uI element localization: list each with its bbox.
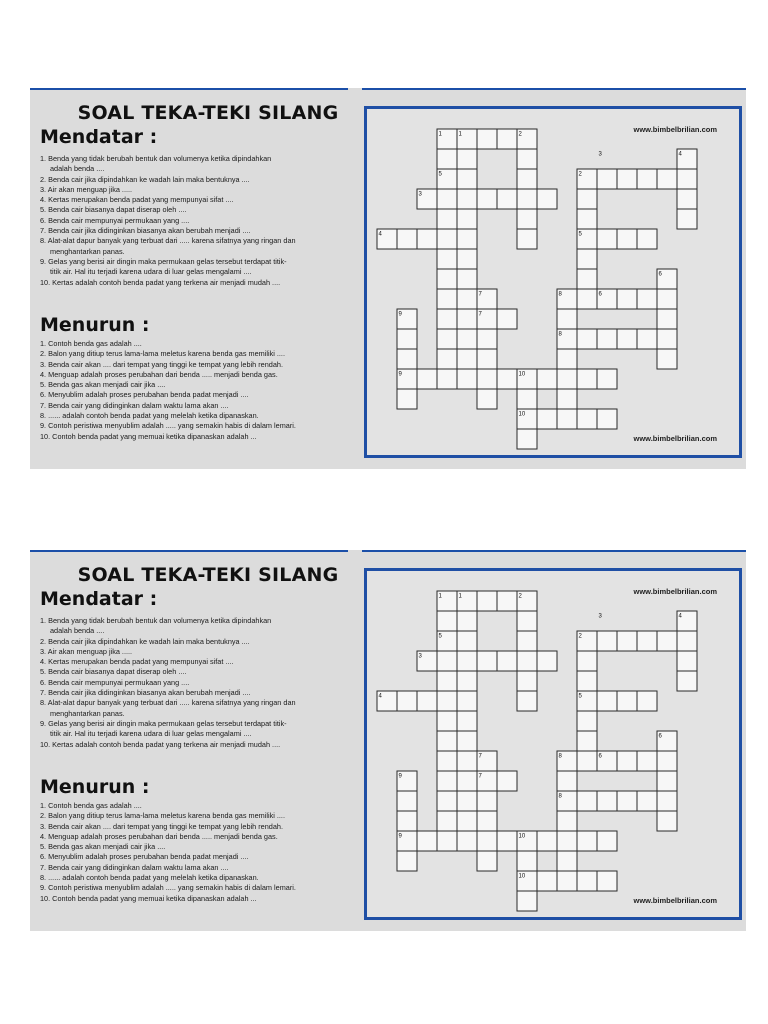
- grid-cell[interactable]: [397, 791, 417, 811]
- grid-cell[interactable]: [477, 651, 497, 671]
- grid-cell[interactable]: [537, 871, 557, 891]
- grid-clue-number: 5: [438, 633, 442, 640]
- grid-cell[interactable]: [477, 389, 497, 409]
- grid-cell[interactable]: [577, 871, 597, 891]
- grid-cell[interactable]: [437, 811, 457, 831]
- grid-cell[interactable]: [597, 831, 617, 851]
- grid-clue-number: 5: [438, 171, 442, 178]
- grid-cell[interactable]: [657, 771, 677, 791]
- grid-clue-number: 1: [458, 131, 462, 138]
- grid-clue-number: 9: [398, 311, 402, 318]
- grid-cell[interactable]: [417, 691, 437, 711]
- crossword-grid: [367, 571, 739, 917]
- grid-cell[interactable]: [597, 791, 617, 811]
- grid-cell[interactable]: [677, 169, 697, 189]
- grid-cell[interactable]: [457, 309, 477, 329]
- grid-clue-number: 7: [478, 773, 482, 780]
- grid-cell[interactable]: [437, 189, 457, 209]
- grid-clue-number: 4: [678, 613, 682, 620]
- grid-cell[interactable]: [517, 169, 537, 189]
- grid-cell[interactable]: [457, 631, 477, 651]
- grid-cell[interactable]: [457, 229, 477, 249]
- clue-item: 1. Contoh benda gas adalah ....: [40, 339, 142, 348]
- worksheet-card-2: [30, 550, 746, 931]
- grid-cell[interactable]: [557, 771, 577, 791]
- crossword-grid-panel: [364, 106, 742, 458]
- grid-cell[interactable]: [437, 651, 457, 671]
- grid-cell[interactable]: [497, 591, 517, 611]
- grid-cell[interactable]: [617, 791, 637, 811]
- grid-cell[interactable]: [617, 691, 637, 711]
- grid-clue-number: 2: [578, 171, 582, 178]
- grid-cell[interactable]: [577, 249, 597, 269]
- grid-cell[interactable]: [477, 189, 497, 209]
- grid-cell[interactable]: [437, 751, 457, 771]
- top-rule: [362, 550, 746, 552]
- grid-clue-number: 1: [438, 131, 442, 138]
- grid-clue-number: 6: [658, 733, 662, 740]
- clue-item: 5. Benda cair biasanya dapat diserap oleh ....: [40, 667, 187, 677]
- grid-cell[interactable]: [457, 751, 477, 771]
- grid-cell[interactable]: [637, 751, 657, 771]
- grid-clue-number: 5: [578, 693, 582, 700]
- crossword-grid-panel: [364, 568, 742, 920]
- clue-item: 10. Contoh benda padat yang memuai ketika dipanaskan adalah ...: [40, 893, 257, 903]
- grid-cell[interactable]: [437, 611, 457, 631]
- across-clue-list: [40, 154, 358, 288]
- grid-cell[interactable]: [437, 289, 457, 309]
- clue-item: 5. Benda gas akan menjadi cair jika ....: [40, 842, 166, 852]
- grid-clue-number: 8: [558, 291, 562, 298]
- clue-item: 9. Gelas yang berisi air dingin maka permukaan gelas tersebut terdapat titik-: [40, 718, 287, 728]
- grid-cell[interactable]: [437, 249, 457, 269]
- grid-cell[interactable]: [577, 329, 597, 349]
- clue-item: 5. Benda cair biasanya dapat diserap oleh ....: [40, 205, 187, 215]
- grid-clue-number: 6: [598, 291, 602, 298]
- grid-cell[interactable]: [597, 329, 617, 349]
- grid-cell[interactable]: [517, 631, 537, 651]
- grid-cell[interactable]: [677, 209, 697, 229]
- clue-item: 2. Balon yang ditiup terus lama-lama meletus karena benda gas memiliki ....: [40, 811, 285, 821]
- top-rule: [30, 88, 348, 90]
- website-label: www.bimbelbrilian.com: [633, 587, 717, 596]
- clue-item: 2. Balon yang ditiup terus lama-lama meletus karena benda gas memiliki ....: [40, 349, 285, 359]
- grid-clue-number: 6: [658, 271, 662, 278]
- down-clue-list: [40, 801, 358, 904]
- grid-cell[interactable]: [577, 209, 597, 229]
- grid-cell[interactable]: [657, 289, 677, 309]
- clue-item: 9. Contoh peristiwa menyublim adalah ..... yang semakin habis di dalam lemari.: [40, 421, 296, 431]
- grid-cell[interactable]: [457, 189, 477, 209]
- grid-cell[interactable]: [517, 229, 537, 249]
- grid-cell[interactable]: [497, 309, 517, 329]
- grid-clue-number: 2: [518, 131, 522, 138]
- grid-cell[interactable]: [437, 369, 457, 389]
- grid-cell[interactable]: [437, 149, 457, 169]
- grid-cell[interactable]: [517, 691, 537, 711]
- grid-cell[interactable]: [477, 369, 497, 389]
- grid-cell[interactable]: [557, 389, 577, 409]
- grid-cell[interactable]: [477, 591, 497, 611]
- grid-cell[interactable]: [677, 651, 697, 671]
- clue-item: 6. Benda cair mempunyai permukaan yang ....: [40, 677, 190, 687]
- grid-clue-number: 3: [598, 151, 602, 158]
- worksheet-title: SOAL TEKA-TEKI SILANG: [77, 102, 339, 124]
- grid-cell[interactable]: [657, 329, 677, 349]
- clue-item: 8. ...... adalah contoh benda padat yang melelah ketika dipanaskan.: [40, 873, 259, 883]
- grid-clue-number: 4: [378, 693, 382, 700]
- grid-cell[interactable]: [517, 189, 537, 209]
- grid-cell[interactable]: [517, 671, 537, 691]
- grid-clue-number: 10: [518, 371, 526, 378]
- clue-item: 3. Air akan menguap jika .....: [40, 184, 133, 194]
- grid-cell[interactable]: [517, 429, 537, 449]
- grid-cell[interactable]: [457, 671, 477, 691]
- grid-cell[interactable]: [677, 189, 697, 209]
- grid-cell[interactable]: [637, 229, 657, 249]
- clue-item: 7. Benda cair jika didinginkan biasanya akan berubah menjadi ....: [40, 226, 251, 236]
- grid-cell[interactable]: [497, 129, 517, 149]
- grid-cell[interactable]: [497, 771, 517, 791]
- clue-item: 3. Benda cair akan .... dari tempat yang tinggi ke tempat yang lebih rendah.: [40, 359, 283, 369]
- grid-cell[interactable]: [577, 189, 597, 209]
- grid-clue-number: 2: [518, 593, 522, 600]
- grid-clue-number: 8: [558, 793, 562, 800]
- grid-cell[interactable]: [457, 771, 477, 791]
- grid-cell[interactable]: [537, 189, 557, 209]
- grid-cell[interactable]: [397, 349, 417, 369]
- grid-cell[interactable]: [457, 651, 477, 671]
- website-label: www.bimbelbrilian.com: [633, 896, 717, 905]
- grid-cell[interactable]: [437, 309, 457, 329]
- grid-cell[interactable]: [657, 631, 677, 651]
- grid-cell[interactable]: [397, 229, 417, 249]
- down-clue-list: [40, 339, 358, 442]
- grid-cell[interactable]: [437, 831, 457, 851]
- grid-cell[interactable]: [457, 369, 477, 389]
- grid-cell[interactable]: [537, 831, 557, 851]
- clue-item: 6. Menyublim adalah proses perubahan benda padat menjadi ....: [40, 852, 249, 862]
- grid-cell[interactable]: [497, 651, 517, 671]
- grid-clue-number: 8: [558, 753, 562, 760]
- grid-cell[interactable]: [677, 671, 697, 691]
- grid-clue-number: 2: [578, 633, 582, 640]
- grid-cell[interactable]: [677, 631, 697, 651]
- grid-cell[interactable]: [517, 389, 537, 409]
- across-clue-list: [40, 616, 358, 750]
- grid-cell[interactable]: [597, 691, 617, 711]
- grid-cell[interactable]: [457, 711, 477, 731]
- across-heading: Mendatar :: [40, 588, 158, 610]
- clue-item: menghantarkan panas.: [50, 246, 125, 256]
- grid-cell[interactable]: [437, 671, 457, 691]
- grid-clue-number: 8: [558, 331, 562, 338]
- grid-cell[interactable]: [437, 791, 457, 811]
- across-heading: Mendatar :: [40, 126, 158, 148]
- grid-cell[interactable]: [457, 329, 477, 349]
- grid-cell[interactable]: [597, 871, 617, 891]
- grid-cell[interactable]: [437, 209, 457, 229]
- grid-clue-number: 9: [398, 773, 402, 780]
- clue-item: titik air. Hal itu terjadi karena udara di luar gelas mengalami ....: [50, 267, 252, 277]
- grid-cell[interactable]: [457, 731, 477, 751]
- grid-cell[interactable]: [657, 751, 677, 771]
- worksheet-title: SOAL TEKA-TEKI SILANG: [77, 564, 339, 586]
- grid-cell[interactable]: [537, 369, 557, 389]
- clue-item: 8. ...... adalah contoh benda padat yang melelah ketika dipanaskan.: [40, 411, 259, 421]
- clue-item: 10. Contoh benda padat yang memuai ketika dipanaskan adalah ...: [40, 431, 257, 441]
- grid-clue-number: 4: [378, 231, 382, 238]
- grid-cell[interactable]: [577, 289, 597, 309]
- grid-cell[interactable]: [637, 329, 657, 349]
- grid-cell[interactable]: [477, 129, 497, 149]
- grid-cell[interactable]: [577, 791, 597, 811]
- grid-cell[interactable]: [577, 711, 597, 731]
- grid-cell[interactable]: [557, 811, 577, 831]
- grid-cell[interactable]: [557, 831, 577, 851]
- clue-item: 2. Benda cair jika dipindahkan ke wadah lain maka bentuknya ....: [40, 174, 250, 184]
- grid-cell[interactable]: [557, 409, 577, 429]
- grid-cell[interactable]: [457, 289, 477, 309]
- clue-item: 1. Contoh benda gas adalah ....: [40, 801, 142, 810]
- website-label: www.bimbelbrilian.com: [633, 125, 717, 134]
- grid-cell[interactable]: [517, 651, 537, 671]
- clue-item: 10. Kertas adalah contoh benda padat yang terkena air menjadi mudah ....: [40, 277, 281, 287]
- grid-cell[interactable]: [437, 731, 457, 751]
- grid-cell[interactable]: [557, 369, 577, 389]
- grid-cell[interactable]: [657, 811, 677, 831]
- grid-cell[interactable]: [437, 771, 457, 791]
- grid-clue-number: 7: [478, 753, 482, 760]
- grid-cell[interactable]: [617, 631, 637, 651]
- grid-cell[interactable]: [537, 409, 557, 429]
- grid-clue-number: 10: [518, 411, 526, 418]
- grid-cell[interactable]: [637, 631, 657, 651]
- clue-item: 4. Kertas merupakan benda padat yang mempunyai sifat ....: [40, 657, 234, 667]
- clue-item: 3. Benda cair akan .... dari tempat yang tinggi ke tempat yang lebih rendah.: [40, 821, 283, 831]
- grid-cell[interactable]: [597, 409, 617, 429]
- clue-item: 10. Kertas adalah contoh benda padat yang terkena air menjadi mudah ....: [40, 739, 281, 749]
- grid-cell[interactable]: [417, 229, 437, 249]
- grid-cell[interactable]: [437, 329, 457, 349]
- grid-clue-number: 7: [478, 311, 482, 318]
- grid-cell[interactable]: [517, 209, 537, 229]
- worksheet-card-1: [30, 88, 746, 469]
- grid-cell[interactable]: [577, 731, 597, 751]
- grid-cell[interactable]: [617, 329, 637, 349]
- grid-cell[interactable]: [577, 409, 597, 429]
- clue-item: 5. Benda gas akan menjadi cair jika ....: [40, 380, 166, 390]
- crossword-grid: [367, 109, 739, 455]
- grid-cell[interactable]: [457, 811, 477, 831]
- grid-cell[interactable]: [457, 149, 477, 169]
- clue-item: 6. Benda cair mempunyai permukaan yang ....: [40, 215, 190, 225]
- grid-clue-number: 3: [418, 191, 422, 198]
- grid-cell[interactable]: [517, 891, 537, 911]
- grid-cell[interactable]: [497, 189, 517, 209]
- grid-cell[interactable]: [657, 349, 677, 369]
- grid-cell[interactable]: [617, 169, 637, 189]
- grid-cell[interactable]: [477, 831, 497, 851]
- grid-cell[interactable]: [557, 309, 577, 329]
- grid-clue-number: 3: [598, 613, 602, 620]
- clue-item: 7. Benda cair yang didinginkan dalam waktu lama akan ....: [40, 862, 229, 872]
- clue-item: 1. Benda yang tidak berubah bentuk dan volumenya ketika dipindahkan: [40, 616, 272, 625]
- grid-cell[interactable]: [417, 831, 437, 851]
- grid-cell[interactable]: [517, 611, 537, 631]
- clue-item: 4. Kertas merupakan benda padat yang mempunyai sifat ....: [40, 195, 234, 205]
- grid-cell[interactable]: [457, 209, 477, 229]
- grid-cell[interactable]: [497, 831, 517, 851]
- grid-cell[interactable]: [617, 751, 637, 771]
- grid-cell[interactable]: [577, 651, 597, 671]
- grid-clue-number: 10: [518, 833, 526, 840]
- grid-cell[interactable]: [557, 851, 577, 871]
- grid-clue-number: 6: [598, 753, 602, 760]
- clue-item: 1. Benda yang tidak berubah bentuk dan volumenya ketika dipindahkan: [40, 154, 272, 163]
- clue-item: 8. Alat-alat dapur banyak yang terbuat dari ..... karena sifatnya yang ringan dan: [40, 236, 296, 246]
- clue-item: 3. Air akan menguap jika .....: [40, 646, 133, 656]
- grid-cell[interactable]: [617, 229, 637, 249]
- grid-cell[interactable]: [457, 831, 477, 851]
- grid-cell[interactable]: [637, 691, 657, 711]
- grid-cell[interactable]: [597, 229, 617, 249]
- clue-item: 6. Menyublim adalah proses perubahan benda padat menjadi ....: [40, 390, 249, 400]
- grid-cell[interactable]: [637, 289, 657, 309]
- grid-cell[interactable]: [597, 369, 617, 389]
- grid-cell[interactable]: [477, 851, 497, 871]
- grid-cell[interactable]: [417, 369, 437, 389]
- grid-cell[interactable]: [517, 149, 537, 169]
- grid-cell[interactable]: [597, 169, 617, 189]
- grid-cell[interactable]: [397, 329, 417, 349]
- clue-item: 4. Menguap adalah proses perubahan dari benda ..... menjadi benda gas.: [40, 369, 278, 379]
- grid-cell[interactable]: [437, 711, 457, 731]
- grid-cell[interactable]: [477, 791, 497, 811]
- clue-item: adalah benda ....: [50, 626, 105, 636]
- grid-cell[interactable]: [437, 691, 457, 711]
- grid-clue-number: 3: [418, 653, 422, 660]
- grid-cell[interactable]: [577, 751, 597, 771]
- top-rule: [362, 88, 746, 90]
- grid-cell[interactable]: [577, 269, 597, 289]
- grid-cell[interactable]: [477, 349, 497, 369]
- grid-cell[interactable]: [457, 169, 477, 189]
- clue-item: 8. Alat-alat dapur banyak yang terbuat dari ..... karena sifatnya yang ringan dan: [40, 698, 296, 708]
- clue-item: 7. Benda cair yang didinginkan dalam waktu lama akan ....: [40, 400, 229, 410]
- clue-item: 4. Menguap adalah proses perubahan dari benda ..... menjadi benda gas.: [40, 831, 278, 841]
- grid-cell[interactable]: [457, 349, 477, 369]
- grid-cell[interactable]: [457, 611, 477, 631]
- grid-cell[interactable]: [397, 389, 417, 409]
- down-heading: Menurun :: [40, 314, 150, 336]
- clue-item: menghantarkan panas.: [50, 708, 125, 718]
- grid-clue-number: 9: [398, 833, 402, 840]
- grid-cell[interactable]: [397, 851, 417, 871]
- grid-cell[interactable]: [577, 671, 597, 691]
- grid-cell[interactable]: [457, 249, 477, 269]
- grid-cell[interactable]: [397, 691, 417, 711]
- grid-cell[interactable]: [657, 791, 677, 811]
- clue-item: adalah benda ....: [50, 164, 105, 174]
- grid-clue-number: 1: [438, 593, 442, 600]
- clue-item: 7. Benda cair jika didinginkan biasanya akan berubah menjadi ....: [40, 688, 251, 698]
- website-label: www.bimbelbrilian.com: [633, 434, 717, 443]
- grid-cell[interactable]: [477, 811, 497, 831]
- grid-cell[interactable]: [517, 851, 537, 871]
- grid-cell[interactable]: [577, 831, 597, 851]
- grid-cell[interactable]: [437, 269, 457, 289]
- grid-clue-number: 4: [678, 151, 682, 158]
- clue-item: 9. Gelas yang berisi air dingin maka permukaan gelas tersebut terdapat titik-: [40, 256, 287, 266]
- grid-clue-number: 9: [398, 371, 402, 378]
- grid-clue-number: 10: [518, 873, 526, 880]
- grid-cell[interactable]: [657, 309, 677, 329]
- grid-cell[interactable]: [657, 169, 677, 189]
- grid-clue-number: 1: [458, 593, 462, 600]
- down-heading: Menurun :: [40, 776, 150, 798]
- grid-cell[interactable]: [457, 269, 477, 289]
- grid-clue-number: 7: [478, 291, 482, 298]
- grid-cell[interactable]: [457, 791, 477, 811]
- clue-item: 9. Contoh peristiwa menyublim adalah ..... yang semakin habis di dalam lemari.: [40, 883, 296, 893]
- grid-cell[interactable]: [497, 369, 517, 389]
- grid-cell[interactable]: [637, 169, 657, 189]
- grid-cell[interactable]: [457, 691, 477, 711]
- grid-cell[interactable]: [537, 651, 557, 671]
- grid-cell[interactable]: [557, 349, 577, 369]
- grid-cell[interactable]: [597, 631, 617, 651]
- grid-cell[interactable]: [437, 349, 457, 369]
- grid-cell[interactable]: [577, 369, 597, 389]
- clue-item: titik air. Hal itu terjadi karena udara di luar gelas mengalami ....: [50, 729, 252, 739]
- grid-clue-number: 5: [578, 231, 582, 238]
- top-rule: [30, 550, 348, 552]
- grid-cell[interactable]: [477, 329, 497, 349]
- grid-cell[interactable]: [617, 289, 637, 309]
- grid-cell[interactable]: [637, 791, 657, 811]
- grid-cell[interactable]: [557, 871, 577, 891]
- grid-cell[interactable]: [397, 811, 417, 831]
- clue-item: 2. Benda cair jika dipindahkan ke wadah lain maka bentuknya ....: [40, 636, 250, 646]
- grid-cell[interactable]: [437, 229, 457, 249]
